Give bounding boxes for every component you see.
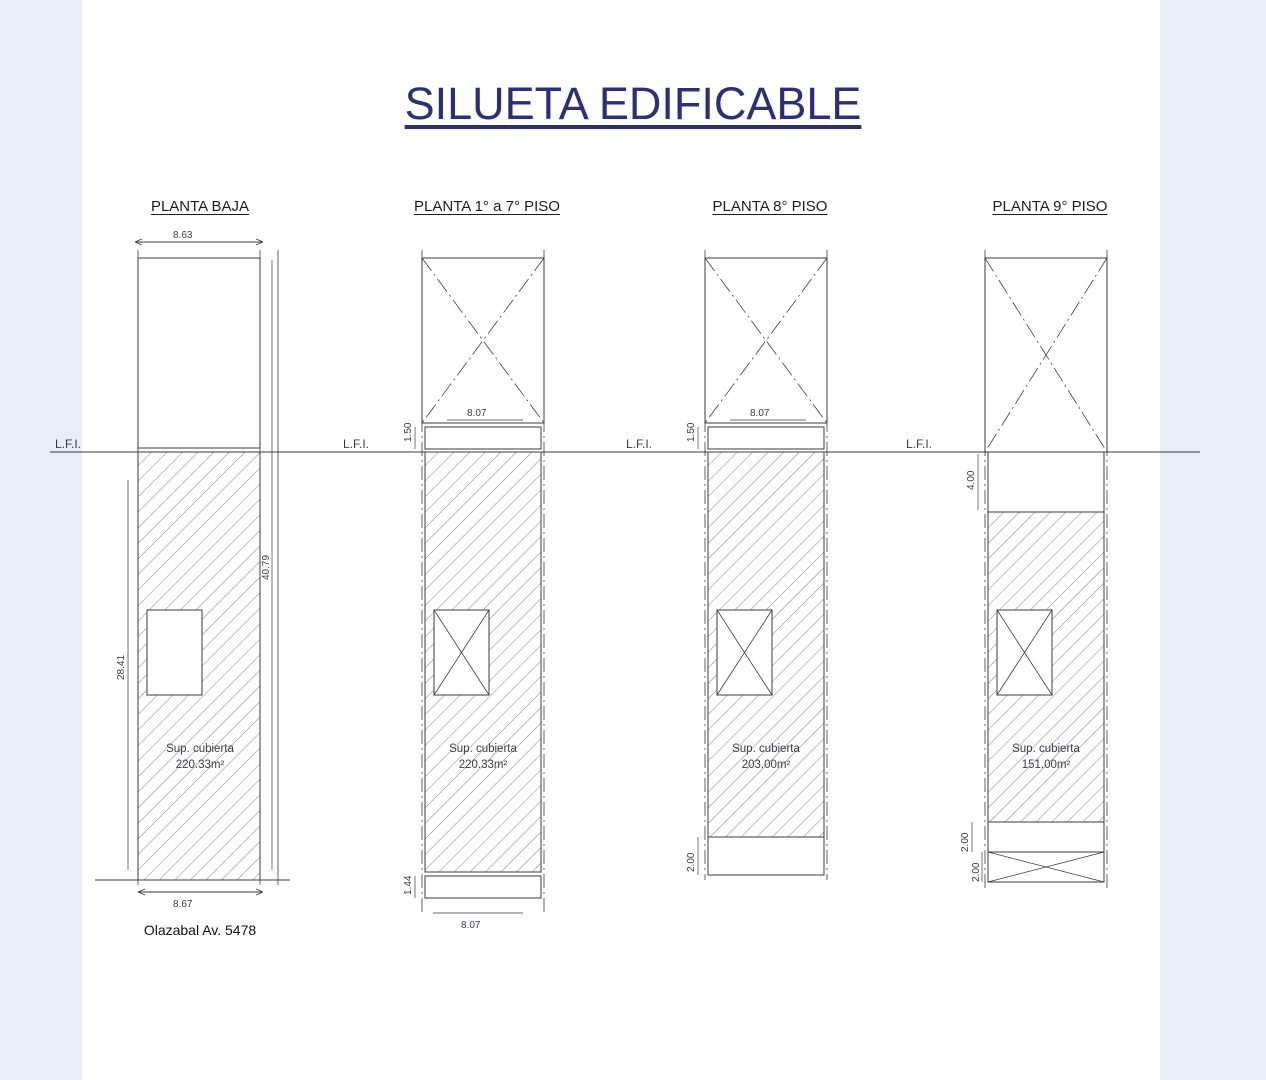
plan-planta-8 [620,180,920,980]
area-caption-value: 151.00m² [1021,759,1071,771]
area-caption-value: 220.33m² [175,759,225,771]
area-caption-value: 220.33m² [458,759,508,771]
lfi-label: L.F.I. [343,437,370,451]
area-caption-value: 203.00m² [741,759,791,771]
dim-balcony-back: 1.44 [403,875,414,895]
dim-front-setback: 4.00 [966,470,977,490]
dim-back-setback: 2.00 [686,852,697,872]
area-caption-label: Sup. cubierta [449,743,517,755]
lfi-label: L.F.I. [55,437,82,451]
dim-back-setback-2: 2.00 [971,862,982,882]
dim-inner-width: 8.07 [750,408,770,419]
lfi-label: L.F.I. [626,437,653,451]
area-caption-label: Sup. cubierta [732,743,800,755]
dim-right-depth: 40.79 [261,554,272,580]
plan-planta-9 [900,180,1200,980]
dim-top-width: 8.63 [173,230,193,241]
dim-back-setback-1: 2.00 [960,832,971,852]
area-caption-label: Sup. cubierta [1012,743,1080,755]
plan-planta-1-7 [337,180,637,980]
dim-bottom-width: 8.67 [173,899,193,910]
address-note: Olazabal Av. 5478 [143,922,257,938]
plan-planta-baja [50,180,350,980]
plan-title-planta-baja: PLANTA BAJA [150,198,250,215]
plan-title-planta-9: PLANTA 9° PISO [992,198,1108,215]
dim-front-depth: 28.41 [116,654,127,680]
dim-balcony-front: 1.50 [403,422,414,442]
lfi-label: L.F.I. [906,437,933,451]
dim-bottom-width: 8.07 [461,920,481,931]
dim-inner-width: 8.07 [467,408,487,419]
page-title: SILUETA EDIFICABLE [404,78,862,129]
dim-balcony-front: 1.50 [686,422,697,442]
area-caption-label: Sup. cubierta [166,743,234,755]
plan-title-planta-8: PLANTA 8° PISO [712,198,828,215]
plan-title-planta-1-7: PLANTA 1° a 7° PISO [414,198,560,215]
